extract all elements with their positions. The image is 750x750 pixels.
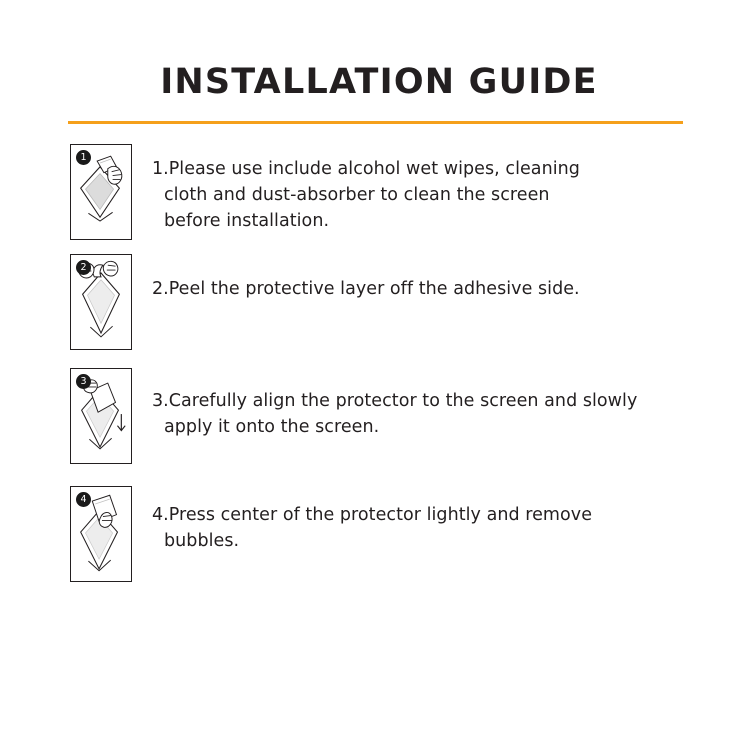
step-badge: 1: [76, 150, 91, 165]
list-item: [52, 254, 698, 350]
step-number: 2.: [152, 279, 169, 299]
step-badge: 3: [76, 374, 91, 389]
step-text-3: [136, 368, 698, 440]
step-line-3: before installation.: [164, 211, 330, 231]
title-divider: [68, 121, 683, 124]
step-text-4: [136, 486, 698, 554]
step-number: 4.: [152, 505, 169, 525]
step-illustration-2: [70, 254, 132, 350]
steps-list: [52, 144, 698, 582]
step-number: 1.: [152, 159, 169, 179]
page-title: INSTALLATION GUIDE: [160, 62, 598, 102]
list-item: [52, 486, 698, 582]
list-item: [52, 144, 698, 240]
step-illustration-3: [70, 368, 132, 464]
step-text-1: [136, 144, 698, 234]
step-number: 3.: [152, 391, 169, 411]
step-line-1: Carefully align the protector to the screen and slowly: [168, 391, 638, 411]
step-illustration-wrap: [52, 254, 136, 350]
step-illustration-wrap: [52, 368, 136, 464]
step-badge: 2: [76, 260, 91, 275]
step-illustration-wrap: [52, 144, 136, 240]
step-illustration-4: [70, 486, 132, 582]
step-line-1: Peel the protective layer off the adhesive side.: [168, 279, 580, 299]
step-line-1: Please use include alcohol wet wipes, cleaning: [168, 159, 580, 179]
step-illustration-wrap: [52, 486, 136, 582]
step-badge: 4: [76, 492, 91, 507]
guide-content: [52, 40, 698, 710]
step-line-2: cloth and dust-absorber to clean the screen: [164, 185, 550, 205]
step-line-2: apply it onto the screen.: [164, 417, 380, 437]
step-line-2: bubbles.: [164, 531, 240, 551]
step-line-1: Press center of the protector lightly and remove: [168, 505, 593, 525]
list-item: [52, 368, 698, 464]
step-illustration-1: [70, 144, 132, 240]
step-text-2: [136, 254, 698, 302]
